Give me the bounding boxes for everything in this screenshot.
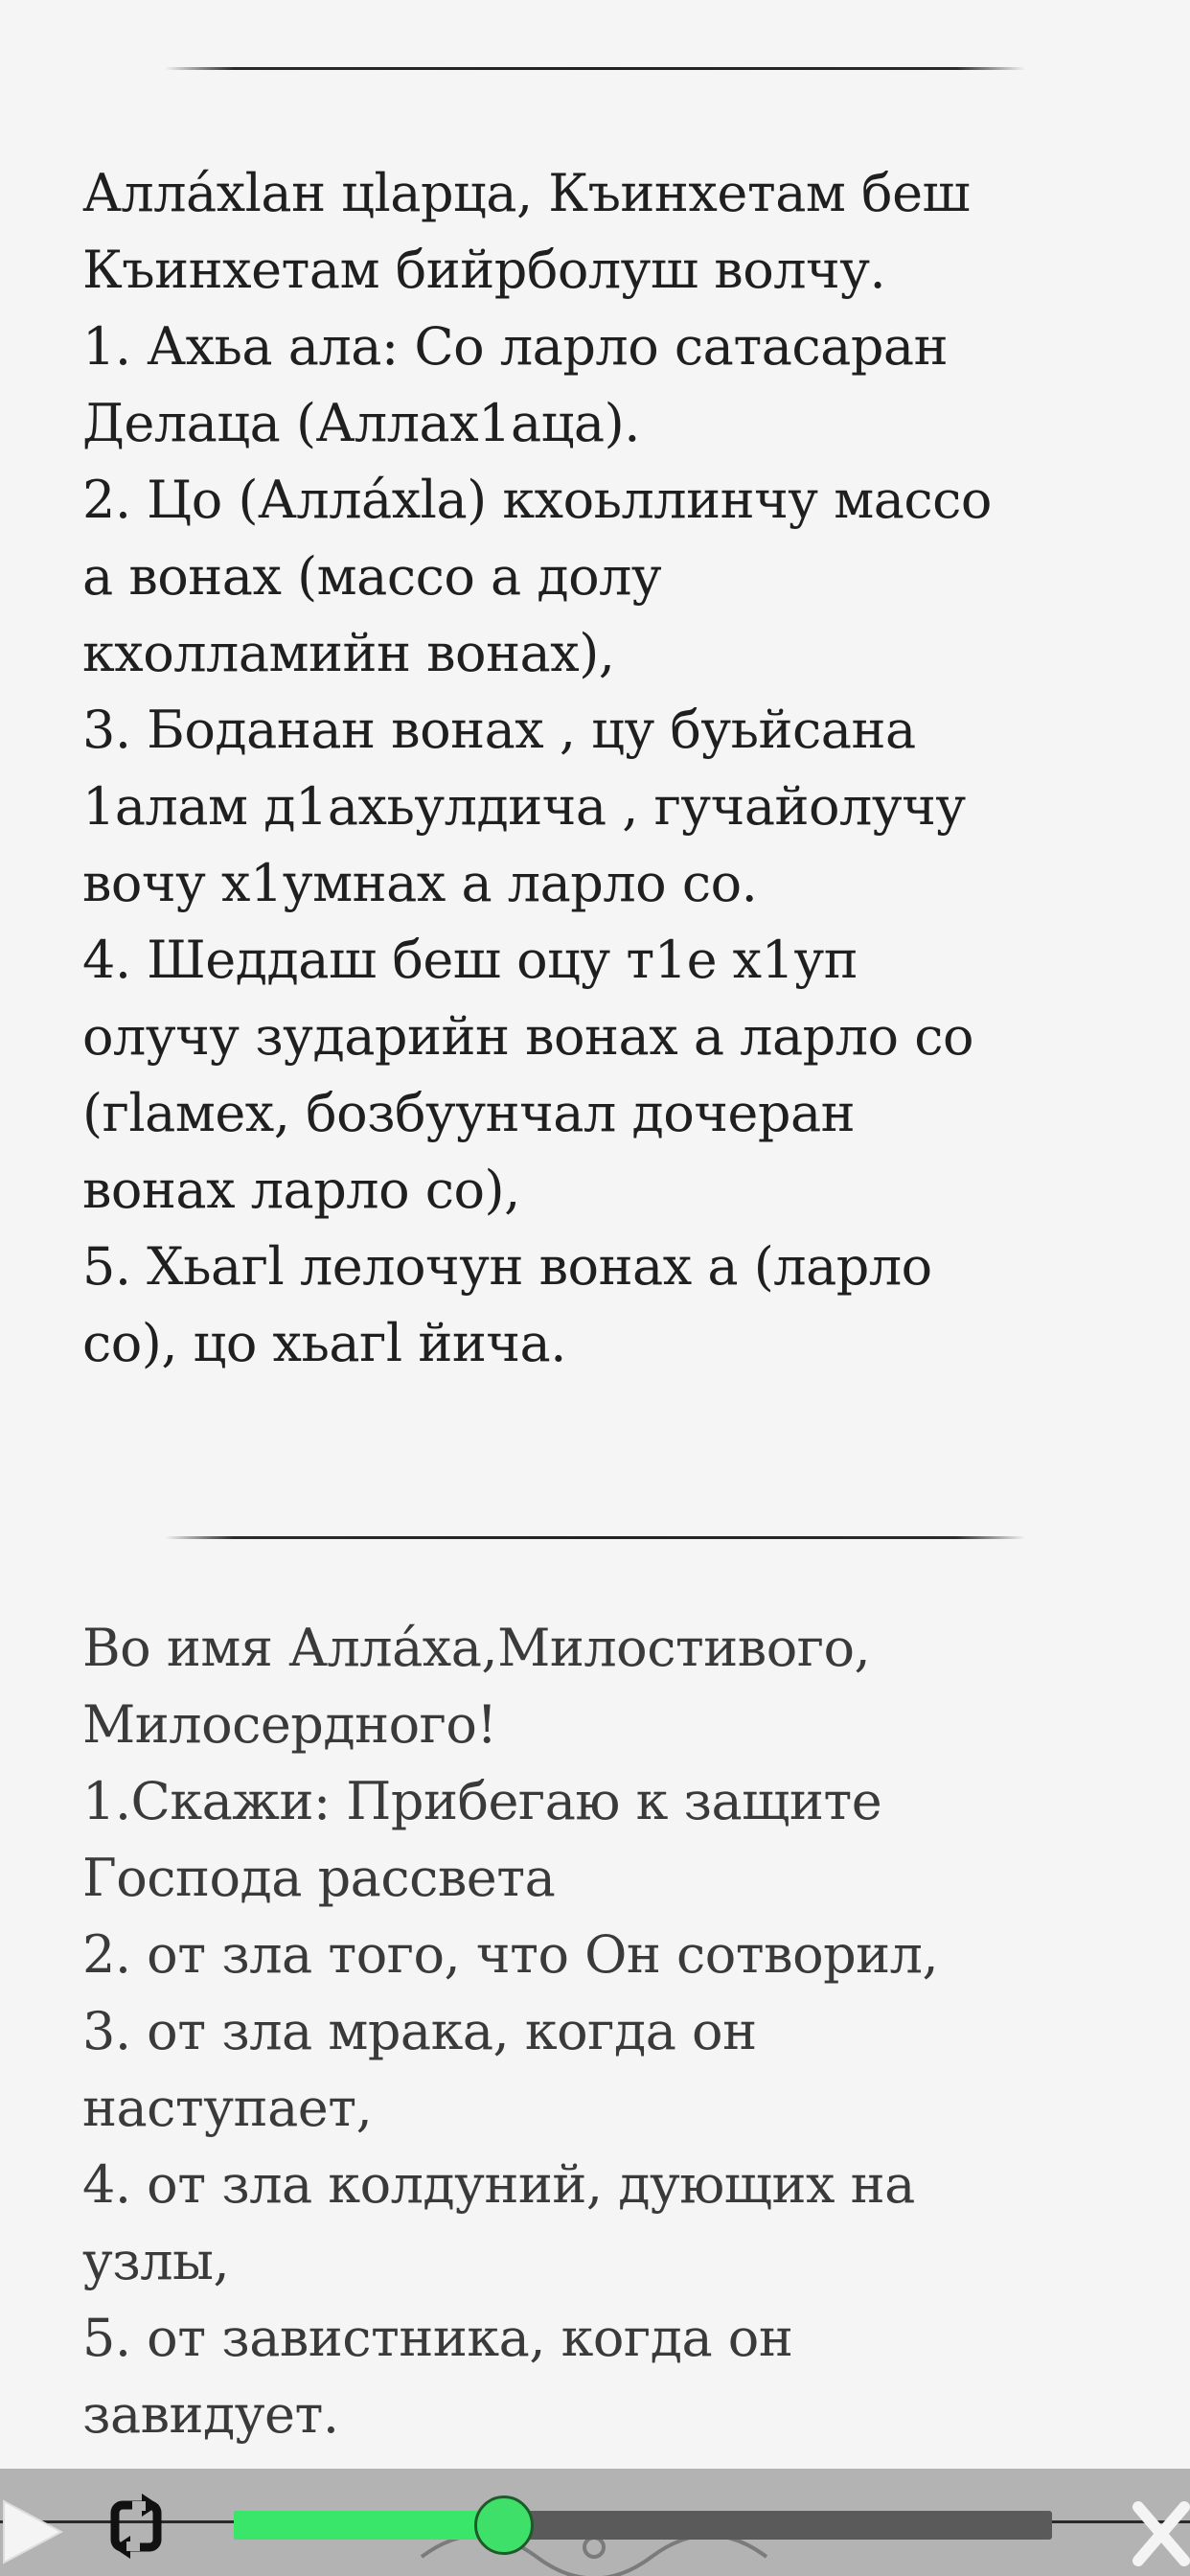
text-line: а вонах (массо а долу: [82, 546, 662, 607]
text-line: 4. от зла колдуний, дующих на: [82, 2154, 915, 2215]
russian-translation: [82, 1610, 1127, 2453]
text-line: кхолламийн вонах),: [82, 623, 615, 683]
text-line: 3. Боданан вонах , цу буьйсана: [82, 700, 916, 760]
text-line: Аллáхlан цlарца, Къинхетам беш: [82, 163, 971, 223]
progress-thumb[interactable]: [474, 2496, 534, 2555]
text-line: со), цо хьагl йича.: [82, 1313, 566, 1373]
progress-slider[interactable]: [234, 2511, 1052, 2540]
text-line: 4. Шеддаш беш оцу т1е х1уп: [82, 930, 858, 990]
text-line: 5. от завистника, когда он: [82, 2308, 793, 2368]
progress-fill: [234, 2511, 504, 2540]
text-line: Господа рассвета: [82, 1848, 556, 1908]
text-line: Къинхетам бийрболуш волчу.: [82, 240, 886, 300]
text-line: узлы,: [82, 2231, 230, 2291]
text-line: 3. от зла мрака, когда он: [82, 2001, 757, 2061]
audio-player-bar: [0, 2469, 1190, 2576]
repeat-icon: [103, 2488, 169, 2564]
text-line: вонах ларло со),: [82, 1160, 520, 1220]
text-line: 1алам д1ахьулдича , гучайолучу: [82, 776, 966, 837]
text-line: 2. от зла того, что Он сотворил,: [82, 1924, 939, 1985]
text-line: Во имя Аллáха,Милостивого,: [82, 1618, 871, 1678]
text-line: 2. Цо (Аллáхlа) кхоьллинчу массо: [82, 470, 992, 530]
text-line: Милосердного!: [82, 1694, 497, 1755]
text-line: 1. Ахьа ала: Со ларло сатасаран: [82, 316, 949, 377]
middle-divider: [165, 1536, 1025, 1539]
text-line: вочу х1умнах а ларло со.: [82, 853, 758, 913]
play-icon: [0, 2494, 67, 2570]
chechen-translation: [82, 155, 1127, 1382]
text-line: 1.Скажи: Прибегаю к защите: [82, 1771, 882, 1831]
text-line: (гlамех, бозбуунчал дочеран: [82, 1083, 856, 1143]
repeat-button[interactable]: [103, 2488, 169, 2564]
text-line: наступает,: [82, 2078, 373, 2138]
play-button[interactable]: [0, 2494, 67, 2570]
text-line: 5. Хьагl лелочун вонах а (ларло: [82, 1236, 932, 1297]
close-button[interactable]: [1131, 2488, 1190, 2572]
text-line: Делаца (Аллах1аца).: [82, 393, 640, 453]
close-icon: [1131, 2488, 1190, 2572]
top-divider: [165, 67, 1025, 70]
text-line: олучу зударийн вонах а ларло со: [82, 1006, 973, 1067]
text-line: завидует.: [82, 2384, 339, 2445]
